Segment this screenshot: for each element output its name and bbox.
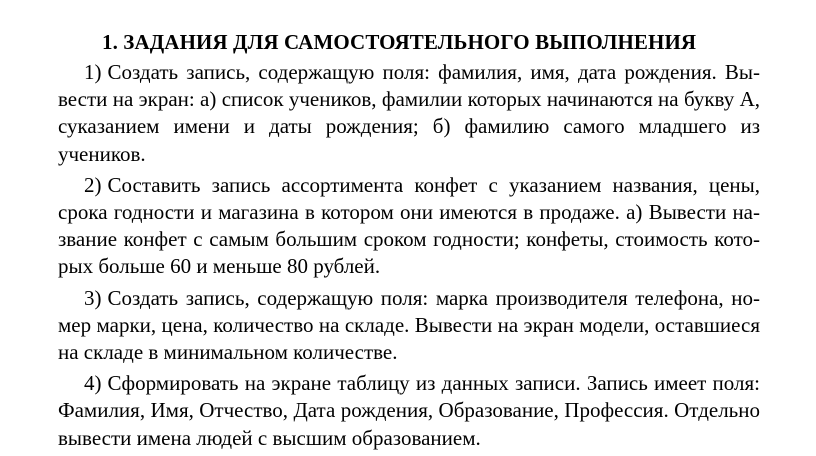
task-text: Создать запись, содержащую поля: марка производителя телефона, но-мер марки, цена, количество на складе. Вывести на экран модели, оставшиеся на складе в минимальном количестве. [58,285,760,365]
section-heading: 1. ЗАДАНИЯ ДЛЯ САМОСТОЯТЕЛЬНОГО ВЫПОЛНЕНИЯ [102,30,697,54]
task-number: 1) [84,60,102,84]
task-item-2 [58,172,760,281]
task-text: Составить запись ассортимента конфет с указанием названия, цены, срока годности и магазина в котором они имеются в продаже. а) Вывести на- звание конфет с самым большим сроком годности; конфеты, стоимость кото- рых больше 60 и меньше 80 рублей. [58,172,760,279]
task-number: 3) [84,285,102,310]
task-item-3 [58,285,760,367]
task-item-4 [58,370,760,452]
task-number: 4) [84,371,102,396]
task-number: 2) [84,172,102,197]
task-item-1 [58,59,760,168]
task-text: Сформировать на экране таблицу из данных записи. Запись имеет поля: Фамилия, Имя, Отчество, Дата рождения, Образование, Профессия. Отдельно вывести имена людей с высшим образованием. [58,371,760,450]
document-page [58,28,760,456]
task-text: Создать запись, содержащую поля: фамилия, имя, дата рождения. Вы- вести на экран: а) список учеников, фамилии которых начинаются на букву А, суказанием имени и даты рождения; б) фамилию самого младшего из учеников. [58,60,760,166]
